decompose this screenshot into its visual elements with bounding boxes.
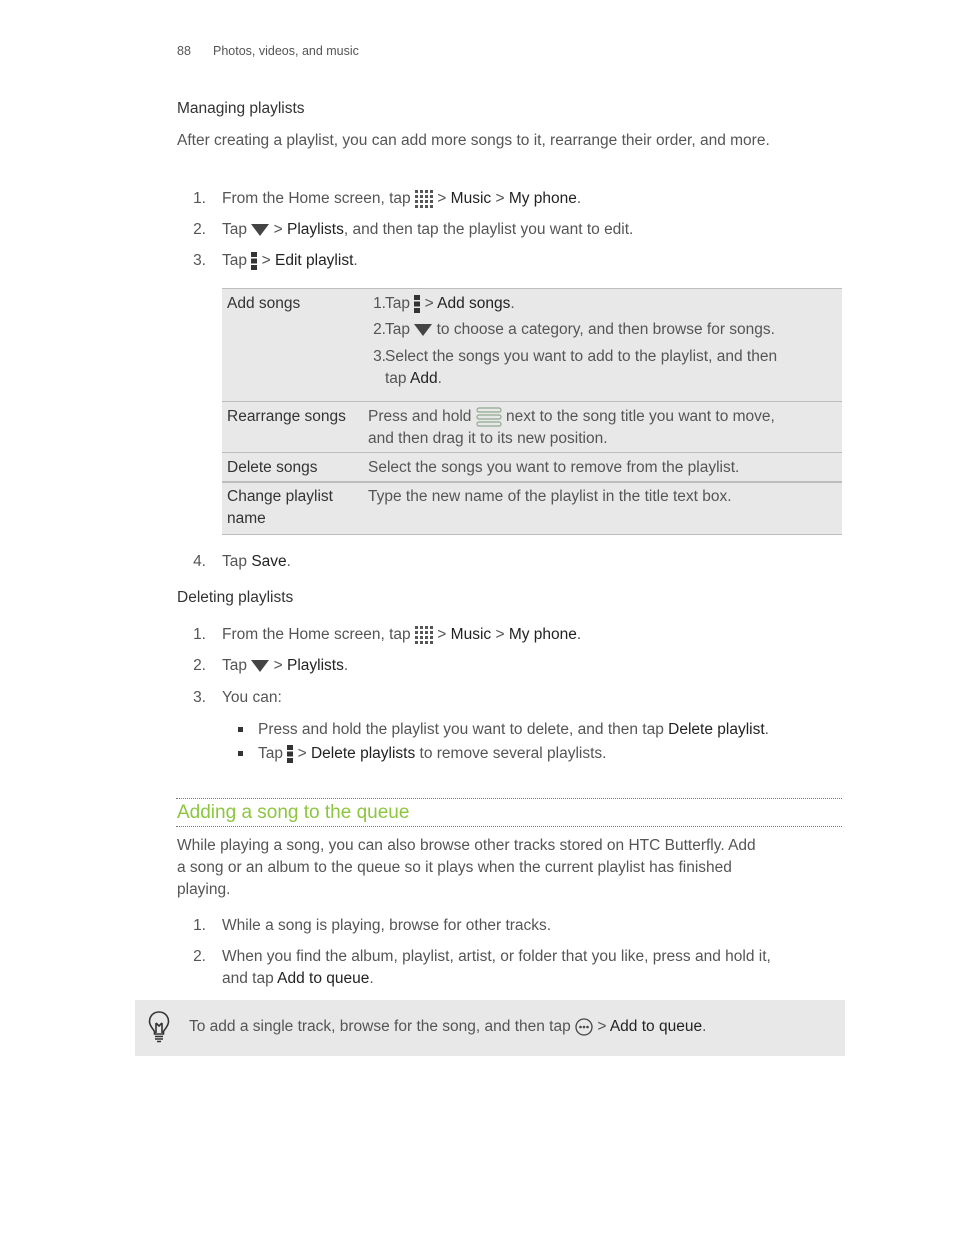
down-arrow-icon [251, 224, 269, 236]
tip-box [135, 1000, 845, 1056]
all-apps-icon [415, 190, 433, 208]
section-divider [176, 798, 842, 799]
managing-intro: After creating a playlist, you can add more songs to it, rearrange their order, and more. [177, 132, 770, 149]
table-row: Rearrange songs Press and hold next to the song title you want to move, and then drag it to its new position. [222, 401, 842, 453]
table-row: Change playlist name Type the new name of the playlist in the title text box. [222, 481, 842, 536]
more-icon [575, 1018, 593, 1036]
section-divider [176, 826, 842, 827]
all-apps-icon [415, 626, 433, 644]
table-row-label: Add songs [227, 295, 301, 312]
tip-text: To add a single track, browse for the song, and then tap > Add to queue. [189, 1018, 707, 1035]
drag-handle-icon [476, 407, 502, 427]
queue-heading: Adding a song to the queue [177, 802, 410, 823]
table-row: Delete songs Select the songs you want to remove from the playlist. [222, 452, 842, 482]
table-row-label: Change playlist name [227, 488, 333, 527]
down-arrow-icon [414, 324, 432, 336]
table-row-label: Delete songs [227, 459, 318, 476]
edit-playlist-table [222, 288, 842, 535]
down-arrow-icon [251, 660, 269, 672]
chapter-title: Photos, videos, and music [213, 44, 359, 58]
queue-intro: While playing a song, you can also browse other tracks stored on HTC Butterfly. Add a song or an album to the queue so it plays when the current playlist has finished playing. [177, 837, 756, 898]
table-row-label: Rearrange songs [227, 408, 346, 425]
page-number: 88 [177, 44, 191, 58]
table-row: Add songs 1. Tap > Add songs. 2. Tap to choose a category, and then browse for songs. 3. Select the songs you want to add to the playlist, and then tap Add. [222, 288, 842, 402]
managing-heading: Managing playlists [177, 100, 305, 117]
deleting-heading: Deleting playlists [177, 589, 294, 606]
tip-lightbulb-icon [148, 1011, 170, 1043]
